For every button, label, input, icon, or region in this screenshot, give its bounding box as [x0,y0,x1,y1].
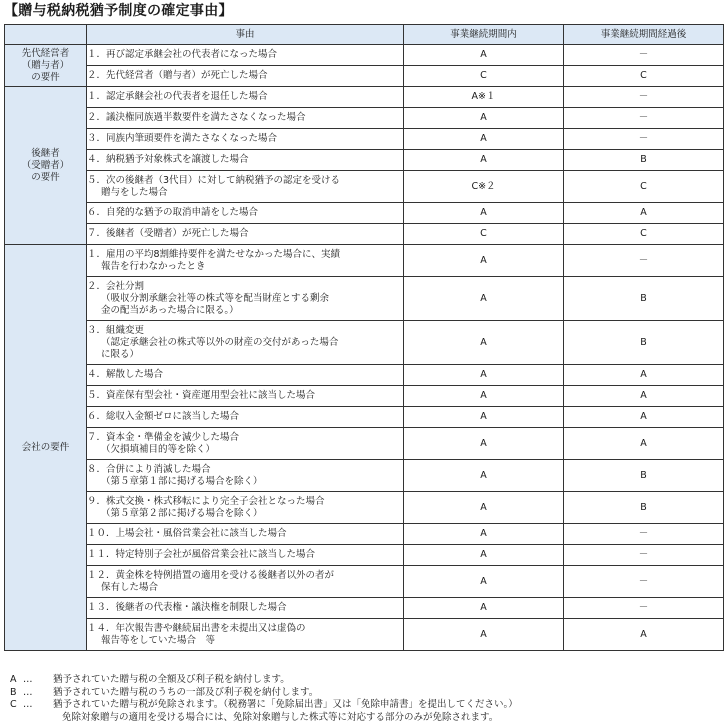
reason-cell [87,66,404,87]
after-period-value: A [564,407,724,428]
after-period-value: A [564,619,724,651]
reason-cell [87,245,404,277]
table-row [5,598,724,619]
reason-text: ６．自発的な猶予の取消申請をした場合 [87,207,259,218]
reason-cell [87,545,404,566]
table-row [5,108,724,129]
after-period-value: － [564,566,724,598]
table-row [5,224,724,245]
reason-text: ３．組織変更 [87,324,145,336]
after-period-value: B [564,277,724,321]
reason-detail-line: 保有した場合 [101,581,159,593]
note-text: 猶予されていた贈与税のうちの一部及び利子税を納付します。 [53,686,319,698]
table-row [5,245,724,277]
note-continuation: 免除対象贈与の適用を受ける場合には、免除対象贈与した株式等に対応する部分のみが免除されます。 [62,711,499,723]
reason-cell [87,524,404,545]
reason-text: １１．特定特別子会社が風俗営業会社に該当した場合 [87,549,316,560]
reason-text: ７．後継者（受贈者）が死亡した場合 [87,228,249,239]
within-period-value: A [404,108,564,129]
note-sep: … [23,686,33,698]
within-period-value: A [404,277,564,321]
after-period-value: A [564,203,724,224]
after-period-value: － [564,524,724,545]
reason-text: ２．議決権同族過半数要件を満たさなくなった場合 [87,112,306,123]
reason-text: ４．納税猶予対象株式を譲渡した場合 [87,154,249,165]
reason-text: ７．資本金・準備金を減少した場合 [87,431,240,443]
within-period-value: A [404,598,564,619]
reason-cell [87,492,404,524]
reason-text: ６．総収入金額ゼロに該当した場合 [87,411,240,422]
table-row [5,45,724,66]
within-period-value: C※２ [404,171,564,203]
note-text: 猶予されていた贈与税の全額及び利子税を納付します。 [53,674,290,685]
reason-cell [87,203,404,224]
reason-detail [87,261,403,273]
reason-header: 事由 [87,25,404,45]
table-row [5,407,724,428]
within-period-value: A [404,365,564,386]
after-period-value: － [564,598,724,619]
reason-detail-line: 報告等をしていた場合 等 [101,634,216,646]
reason-cell [87,386,404,407]
within-period-value: A [404,203,564,224]
reason-detail [87,293,403,317]
after-period-value: C [564,224,724,245]
after-period-value: B [564,150,724,171]
within-period-value: A [404,492,564,524]
after-period-value: － [564,545,724,566]
note-sep: … [23,699,33,711]
table-row [5,524,724,545]
reason-detail [87,635,403,647]
note-text: 猶予されていた贈与税が免除されます。（税務署に「免除届出書」又は「免除申請書」を提出してください。） [53,699,518,711]
table-row [5,87,724,108]
notes-section [10,674,518,724]
reason-cell [87,224,404,245]
within-period-value: A [404,566,564,598]
reason-cell [87,87,404,108]
note-line [10,687,518,700]
reason-detail-line: 贈与をした場合 [101,186,168,198]
within-period-value: A [404,129,564,150]
table-row [5,277,724,321]
group-header-cell [5,25,87,45]
reason-text: ５．資産保有型会社・資産運用型会社に該当した場合 [87,390,316,401]
within-period-value: A [404,386,564,407]
within-period-value: A [404,545,564,566]
reason-cell [87,321,404,365]
reason-cell [87,277,404,321]
reason-cell [87,171,404,203]
within-period-value: A [404,428,564,460]
reason-detail-line: （欠損填補目的等を除く） [101,443,216,455]
reason-text: ４．解散した場合 [87,369,164,380]
reason-text: ２．会社分割 [87,280,145,292]
reason-detail-line: 金の配当があった場合に限る。） [101,304,239,316]
table-row [5,171,724,203]
reason-text: １２．黄金株を特例措置の適用を受ける後継者以外の者が [87,569,335,581]
after-period-value: － [564,45,724,66]
note-key: C [10,699,17,711]
within-period-value: C [404,66,564,87]
table-row [5,321,724,365]
reason-cell [87,428,404,460]
reason-cell [87,150,404,171]
after-period-value: C [564,171,724,203]
reason-detail [87,187,403,199]
table-row [5,150,724,171]
reason-text: １４．年次報告書や継続届出書を未提出又は虚偽の [87,622,306,634]
note-line [10,699,518,712]
reason-text: ５．次の後継者（3代目）に対して納税猶予の認定を受ける [87,174,341,186]
reason-cell [87,108,404,129]
note-key: B [10,686,17,698]
reason-text: １．再び認定承継会社の代表者になった場合 [87,49,278,60]
reason-detail-line: に限る） [101,348,140,360]
reason-text: ８．合併により消滅した場合 [87,463,211,475]
reason-text: ２．先代経営者（贈与者）が死亡した場合 [87,70,268,81]
after-period-value: C [564,66,724,87]
table-row [5,545,724,566]
reason-detail-line: （吸収分割承継会社等の株式等を配当財産とする剰余 [101,292,330,304]
note-key: A [10,674,17,685]
within-period-value: C [404,224,564,245]
after-period-value: － [564,87,724,108]
reason-detail [87,444,403,456]
table-row [5,66,724,87]
within-period-value: A [404,321,564,365]
note-line [10,674,518,687]
table-row [5,619,724,651]
confirmation-reasons-table [4,24,724,651]
after-period-value: B [564,492,724,524]
reason-text: １３．後継者の代表権・議決権を制限した場合 [87,602,287,613]
note-sep: … [23,674,33,685]
reason-detail-line: （第５章第１部に掲げる場合を除く） [101,475,263,487]
table-row [5,492,724,524]
table-row [5,203,724,224]
after-period-value: B [564,321,724,365]
after-period-header: 事業継続期間経過後 [564,25,724,45]
reason-detail [87,337,403,361]
within-period-value: A [404,524,564,545]
within-period-value: A [404,45,564,66]
within-period-value: A※１ [404,87,564,108]
after-period-value: － [564,245,724,277]
after-period-value: － [564,129,724,150]
reason-text: ３．同族内筆頭要件を満たさなくなった場合 [87,133,278,144]
within-period-value: A [404,460,564,492]
reason-cell [87,598,404,619]
within-period-value: A [404,245,564,277]
reason-cell [87,407,404,428]
table-row [5,129,724,150]
after-period-value: A [564,365,724,386]
group-label: 会社の要件 [5,245,87,651]
table-row [5,428,724,460]
reason-detail-line: 報告を行わなかったとき [101,260,206,272]
reason-detail [87,476,403,488]
after-period-value: B [564,460,724,492]
reason-cell [87,45,404,66]
reason-cell [87,365,404,386]
group-label: 先代経営者 （贈与者） の要件 [5,45,87,87]
within-period-value: A [404,150,564,171]
reason-detail [87,582,403,594]
reason-text: １．雇用の平均8割維持要件を満たせなかった場合に、実績 [87,248,341,260]
reason-detail-line: （認定承継会社の株式等以外の財産の交付があった場合 [101,336,339,348]
table-header-row [5,25,724,45]
reason-detail [87,508,403,520]
reason-text: １０．上場会社・風俗営業会社に該当した場合 [87,528,287,539]
within-period-value: A [404,407,564,428]
after-period-value: － [564,108,724,129]
reason-cell [87,460,404,492]
reason-cell [87,129,404,150]
table-row [5,566,724,598]
table-row [5,460,724,492]
after-period-value: A [564,428,724,460]
table-row [5,386,724,407]
reason-text: ９．株式交換・株式移転により完全子会社となった場合 [87,495,325,507]
table-body [5,45,724,651]
after-period-value: A [564,386,724,407]
reason-detail-line: （第５章第２部に掲げる場合を除く） [101,507,263,519]
within-period-header: 事業継続期間内 [404,25,564,45]
within-period-value: A [404,619,564,651]
page-title: 【贈与税納税猶予制度の確定事由】 [4,3,233,19]
reason-cell [87,566,404,598]
table-row [5,365,724,386]
reason-cell [87,619,404,651]
reason-text: １．認定承継会社の代表者を退任した場合 [87,91,268,102]
group-label: 後継者 （受贈者） の要件 [5,87,87,245]
